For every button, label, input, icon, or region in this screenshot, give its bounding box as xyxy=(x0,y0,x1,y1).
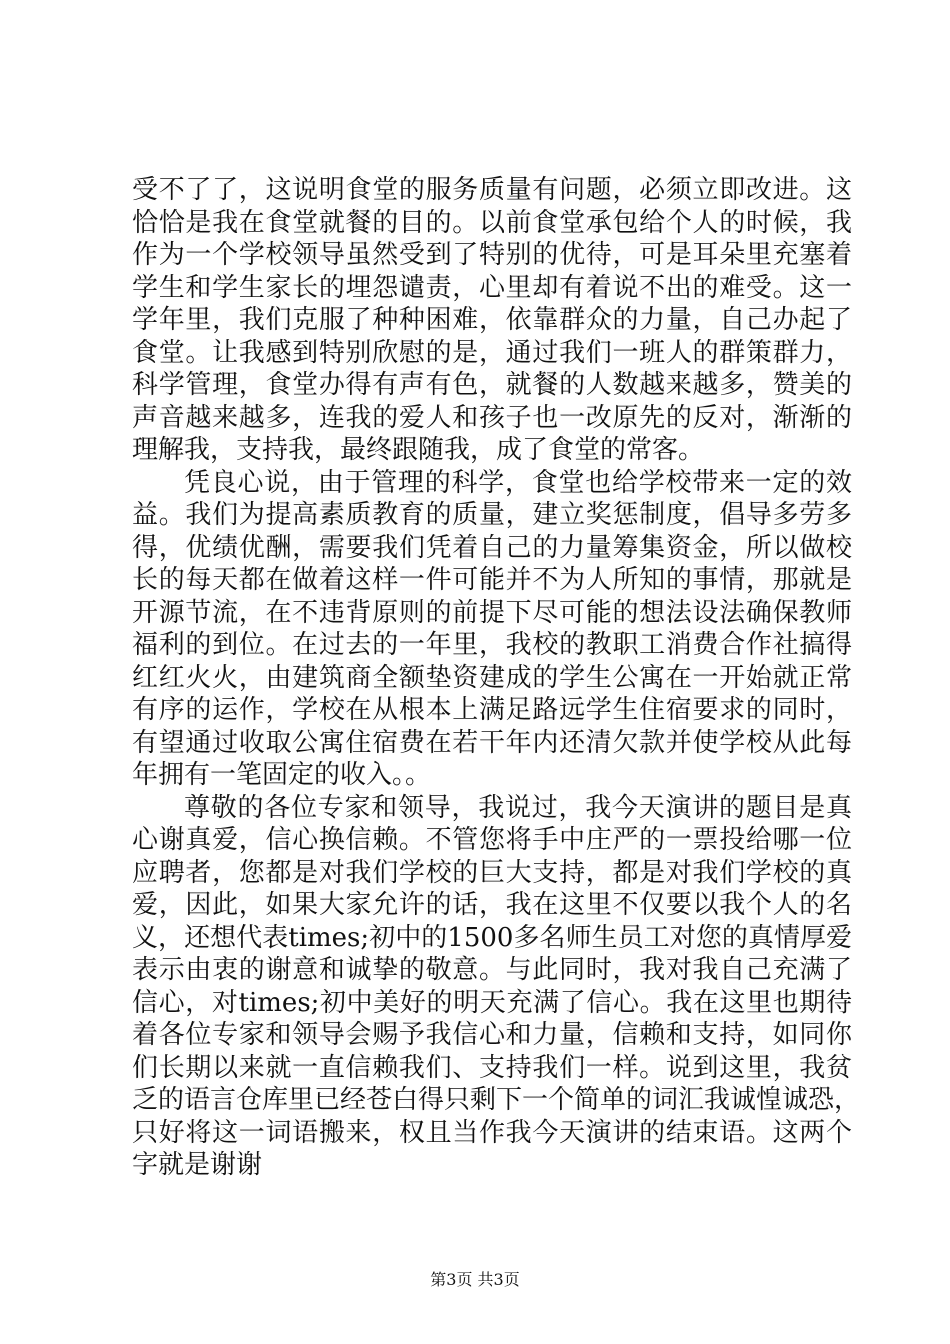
text-line: 们长期以来就一直信赖我们、支持我们一样。说到这里，我贫 xyxy=(132,1052,852,1083)
text-line: 字就是谢谢 xyxy=(132,1150,263,1180)
text-line: 受不了了，这说明食堂的服务质量有问题，必须立即改进。这 xyxy=(132,175,852,205)
text-line: 着各位专家和领导会赐予我信心和力量，信赖和支持，如同你 xyxy=(132,1020,852,1050)
text-line: 应聘者，您都是对我们学校的巨大支持，都是对我们学校的真 xyxy=(132,857,852,888)
paragraph-start-line: 凭良心说，由于管理的科学，食堂也给学校带来一定的效 xyxy=(184,467,852,498)
text-line: 恰恰是我在食堂就餐的目的。以前食堂承包给个人的时候，我 xyxy=(132,207,852,238)
text-line: 得，优绩优酬，需要我们凭着自己的力量筹集资金，所以做校 xyxy=(132,532,852,563)
text-line: 红红火火，由建筑商全额垫资建成的学生公寓在一开始就正常 xyxy=(132,662,852,693)
text-line: 只好将这一词语搬来，权且当作我今天演讲的结束语。这两个 xyxy=(132,1117,852,1148)
text-line: 有序的运作，学校在从根本上满足路远学生住宿要求的同时， xyxy=(132,695,852,725)
text-line: 食堂。让我感到特别欣慰的是，通过我们一班人的群策群力， xyxy=(132,337,852,368)
text-line: 心谢真爱，信心换信赖。不管您将手中庄严的一票投给哪一位 xyxy=(132,825,852,855)
text-line: 信心，对times;初中美好的明天充满了信心。我在这里也期待 xyxy=(132,987,852,1018)
text-line: 表示由衷的谢意和诚挚的敬意。与此同时，我对我自己充满了 xyxy=(132,955,852,985)
document-body xyxy=(132,174,861,1182)
text-line: 福利的到位。在过去的一年里，我校的教职工消费合作社搞得 xyxy=(132,630,852,660)
text-line: 年拥有一笔固定的收入。。 xyxy=(132,760,432,790)
text-line: 科学管理，食堂办得有声有色，就餐的人数越来越多，赞美的 xyxy=(132,370,852,400)
text-line: 理解我，支持我，最终跟随我，成了食堂的常客。 xyxy=(132,435,705,465)
text-line: 作为一个学校领导虽然受到了特别的优待，可是耳朵里充塞着 xyxy=(132,240,852,270)
text-line: 有望通过收取公寓住宿费在若干年内还清欠款并使学校从此每 xyxy=(132,727,852,758)
paragraph-start-line: 尊敬的各位专家和领导，我说过，我今天演讲的题目是真 xyxy=(184,792,852,823)
page-number: 第3页 共3页 xyxy=(430,1270,520,1289)
text-line: 学年里，我们克服了种种困难，依靠群众的力量，自己办起了 xyxy=(132,305,852,335)
text-line: 乏的语言仓库里已经苍白得只剩下一个简单的词汇我诚惶诚恐， xyxy=(132,1085,861,1115)
text-line: 益。我们为提高素质教育的质量，建立奖惩制度，倡导多劳多 xyxy=(132,500,852,530)
text-line: 爱，因此，如果大家允许的话，我在这里不仅要以我个人的名 xyxy=(132,890,852,920)
text-line: 开源节流，在不违背原则的前提下尽可能的想法设法确保教师 xyxy=(132,597,852,628)
text-line: 学生和学生家长的埋怨谴责，心里却有着说不出的难受。这一 xyxy=(132,272,852,303)
text-line: 声音越来越多，连我的爱人和孩子也一改原先的反对，渐渐的 xyxy=(132,402,852,433)
text-line: 义，还想代表times;初中的1500多名师生员工对您的真情厚爱 xyxy=(132,922,852,953)
text-line: 长的每天都在做着这样一件可能并不为人所知的事情，那就是 xyxy=(132,565,852,595)
